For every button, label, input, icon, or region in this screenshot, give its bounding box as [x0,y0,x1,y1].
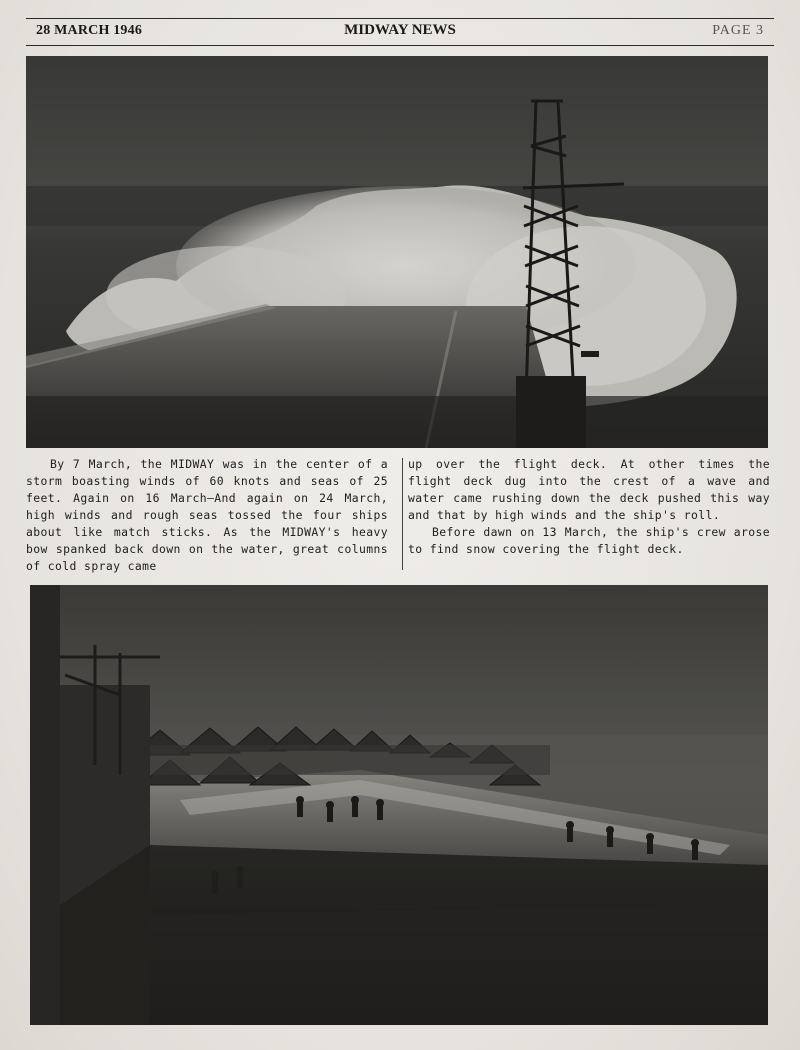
article-body [26,456,774,574]
article-paragraph: By 7 March, the MIDWAY was in the center of a storm boasting winds of 60 knots and seas of 25 feet. Again on 16 March—And again on 24 March, high winds and rough seas tossed the four ships about like match sticks. As the MIDWAY's heavy bow spanked back down on the water, great columns of cold spray came [26,457,388,573]
newspaper-title: MIDWAY NEWS [344,22,456,38]
column-divider [402,458,403,570]
issue-date: 28 MARCH 1946 [36,23,143,38]
article-paragraph: Before dawn on 13 March, the ship's crew arose to find snow covering the flight deck. [408,525,770,556]
page-number: PAGE 3 [712,23,764,38]
photo-snow-covered-flight-deck [30,585,768,1025]
article-column-left [26,456,388,574]
article-paragraph: up over the flight deck. At other times the flight deck dug into the crest of a wave and water came rushing down the deck pushed this way and that by high winds and the ship's roll. [408,457,770,522]
masthead [26,18,774,46]
article-column-right [408,456,770,558]
photo-spray-over-flight-deck [26,56,768,448]
